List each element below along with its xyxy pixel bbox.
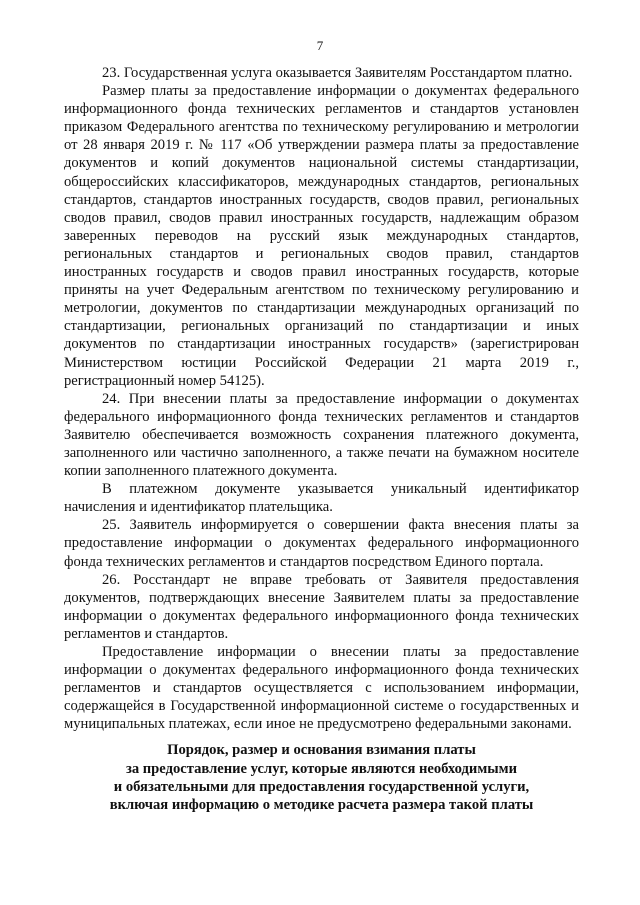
heading-line: за предоставление услуг, которые являются необходимыми	[125, 760, 518, 777]
paragraph-payment-identifier: В платежном документе указывается уникальный идентификатор начисления и идентификатор плательщика.	[64, 481, 579, 516]
paragraph-payment-info: Предоставление информации о внесении платы за предоставление информации о документах федерального информационного фонда технических регламентов и стандартов осуществляется с использованием информации, содержащейся в Государственной информационной системе о государственных и муниципальных платежах, если иное не предусмотрено федеральными законами.	[64, 644, 579, 733]
document-body	[64, 64, 579, 814]
page-number: 7	[316, 38, 324, 53]
paragraph-fee-amount: Размер платы за предоставление информации о документах федерального информационного фонда технических регламентов и стандартов установлен приказом Федерального агентства по техническому регулированию и метрологии от 28 января 2019 г. № 117 «Об утверждении размера платы за предоставление документов и копий документов национальной системы стандартизации, общероссийских классификаторов, международных стандартов, региональных стандартов, стандартов иностранных государств, сводов правил, региональных сводов правил, сводов правил иностранных государств, надлежащим образом заверенных переводов на русский язык международных стандартов, региональных стандартов и региональных сводов правил, стандартов иностранных государств и сводов правил иностранных государств, которые приняты на учет Федеральным агентством по техническому регулированию и метрологии, документов по стандартизации международных организаций по стандартизации, региональных организаций по стандартизации и иных документов по стандартизации иностранных государств» (зарегистрирован Министерством юстиции Российской Федерации 21 марта 2019 г., регистрационный номер 54125).	[64, 83, 579, 389]
paragraph-24: 24. При внесении платы за предоставление информации о документах федерального информационного фонда технических регламентов и стандартов Заявителю обеспечивается возможность сохранения платежного документа, заполненного или частично заполненного, а также печати на бумажном носителе копии заполненного платежного документа.	[64, 390, 579, 480]
paragraph-23: 23. Государственная услуга оказывается Заявителям Росстандартом платно.	[102, 65, 573, 81]
section-heading	[64, 741, 579, 813]
heading-line: Порядок, размер и основания взимания платы	[167, 742, 476, 759]
heading-line: включая информацию о методике расчета размера такой платы	[109, 796, 534, 813]
paragraph-26: 26. Росстандарт не вправе требовать от Заявителя предоставления документов, подтверждающих внесение Заявителем платы за предоставление информации о документах федерального информационного фонда технических регламентов и стандартов.	[64, 571, 579, 642]
paragraph-25: 25. Заявитель информируется о совершении факта внесения платы за предоставление информации о документах федерального информационного фонда технических регламентов и стандартов посредством Единого портала.	[64, 517, 579, 570]
heading-line: и обязательными для предоставления государственной услуги,	[113, 778, 530, 795]
